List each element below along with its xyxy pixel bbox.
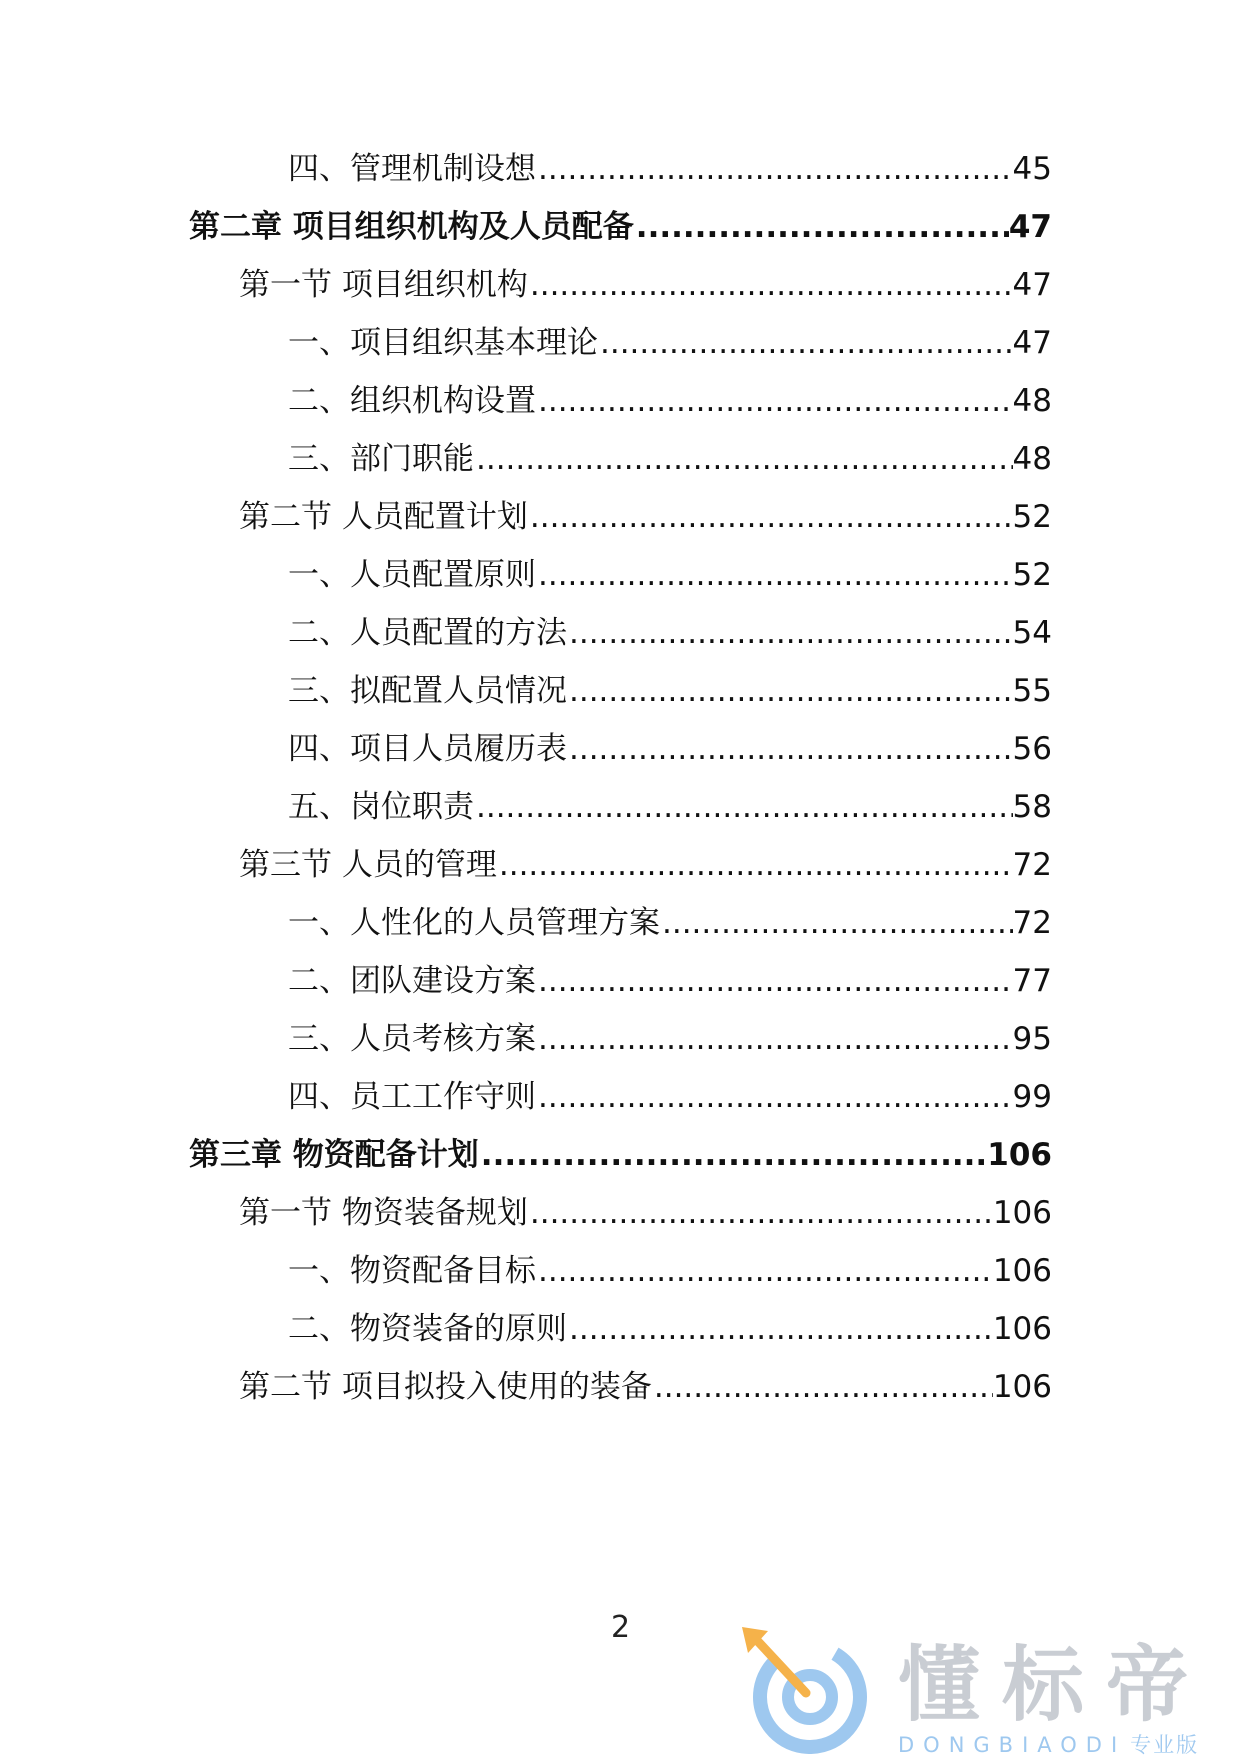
toc-entry-title: 四、管理机制设想 [288,151,536,187]
toc-entry[interactable] [288,898,1052,948]
toc-entry[interactable] [288,666,1052,716]
toc-entry-page: 77 [1012,963,1052,999]
toc-entry-page: 45 [1012,151,1052,187]
toc-entry-title: 五、岗位职责 [288,789,474,825]
toc-leader-dots [536,1246,993,1296]
toc-leader-dots [536,550,1013,600]
toc-entry-page: 47 [1012,267,1052,303]
toc-leader-dots [497,840,1013,890]
toc-leader-dots [536,144,1013,194]
toc-entry-page: 48 [1012,383,1052,419]
toc-leader-dots [528,260,1013,310]
toc-entry-page: 52 [1012,499,1052,535]
toc-entry-page: 72 [1012,905,1052,941]
toc-leader-dots [567,1304,993,1354]
toc-entry-page: 99 [1012,1079,1052,1115]
toc-entry-page: 58 [1012,789,1052,825]
toc-leader-dots [528,492,1013,542]
toc-chapter-entry[interactable] [189,1130,1052,1180]
toc-entry[interactable] [288,550,1052,600]
toc-entry-title: 二、组织机构设置 [288,383,536,419]
target-arrow-icon [738,1625,878,1754]
watermark-edition: 专业版 [1130,1733,1200,1757]
toc-section-entry[interactable] [239,1188,1052,1238]
toc-entry-title: 三、部门职能 [288,441,474,477]
toc-entry-title: 二、物资装备的原则 [288,1311,567,1347]
page-number: 2 [610,1610,631,1645]
toc-entry-page: 106 [992,1195,1052,1231]
toc-entry-page: 106 [992,1369,1052,1405]
toc-entry-title: 第三章 物资配备计划 [189,1137,479,1173]
toc-leader-dots [634,202,1009,252]
toc-entry-page: 54 [1012,615,1052,651]
watermark-latin-name: DONGBIAODI [898,1733,1127,1757]
toc-entry-title: 第二节 项目拟投入使用的装备 [239,1369,652,1405]
toc-entry-title: 第二章 项目组织机构及人员配备 [189,209,634,245]
toc-entry[interactable] [288,376,1052,426]
toc-entry[interactable] [288,1014,1052,1064]
toc-entry-page: 47 [1008,209,1052,245]
toc-entry-title: 四、员工工作守则 [288,1079,536,1115]
toc-entry[interactable] [288,434,1052,484]
toc-entry-title: 第一节 项目组织机构 [239,267,528,303]
toc-section-entry[interactable] [239,840,1052,890]
toc-entry[interactable] [288,1072,1052,1122]
toc-entry-title: 四、项目人员履历表 [288,731,567,767]
toc-entry-title: 二、团队建设方案 [288,963,536,999]
toc-leader-dots [536,1072,1013,1122]
toc-entry[interactable] [288,1246,1052,1296]
toc-entry-title: 三、拟配置人员情况 [288,673,567,709]
toc-entry[interactable] [288,144,1052,194]
toc-section-entry[interactable] [239,1362,1052,1412]
toc-entry-title: 第一节 物资装备规划 [239,1195,528,1231]
toc-entry-title: 一、项目组织基本理论 [288,325,598,361]
toc-entry-page: 106 [987,1137,1052,1173]
toc-leader-dots [567,666,1013,716]
toc-entry-page: 48 [1012,441,1052,477]
toc-leader-dots [536,1014,1013,1064]
watermark-brand-text: 懂标帝 [898,1638,1211,1733]
toc-leader-dots [536,376,1013,426]
toc-entry-page: 72 [1012,847,1052,883]
toc-entry-title: 一、物资配备目标 [288,1253,536,1289]
toc-leader-dots [536,956,1013,1006]
toc-entry[interactable] [288,318,1052,368]
toc-entry-page: 106 [992,1311,1052,1347]
toc-entry-page: 47 [1012,325,1052,361]
toc-entry-page: 95 [1012,1021,1052,1057]
toc-entry-page: 55 [1012,673,1052,709]
toc-entry-title: 第二节 人员配置计划 [239,499,528,535]
toc-entry-page: 56 [1012,731,1052,767]
toc-chapter-entry[interactable] [189,202,1052,252]
toc-entry-title: 一、人员配置原则 [288,557,536,593]
toc-section-entry[interactable] [239,260,1052,310]
toc-entry[interactable] [288,724,1052,774]
toc-entry[interactable] [288,782,1052,832]
toc-entry-page: 52 [1012,557,1052,593]
toc-entry-title: 第三节 人员的管理 [239,847,497,883]
toc-section-entry[interactable] [239,492,1052,542]
toc-leader-dots [567,724,1013,774]
toc-entry[interactable] [288,1304,1052,1354]
toc-leader-dots [528,1188,993,1238]
toc-leader-dots [652,1362,993,1412]
toc-entry[interactable] [288,608,1052,658]
toc-entry-title: 三、人员考核方案 [288,1021,536,1057]
toc-entry-title: 一、人性化的人员管理方案 [288,905,660,941]
toc-leader-dots [567,608,1013,658]
toc-entry-title: 二、人员配置的方法 [288,615,567,651]
watermark-subtitle [898,1729,1199,1759]
toc-entry-page: 106 [992,1253,1052,1289]
toc-leader-dots [660,898,1013,948]
toc-leader-dots [474,782,1013,832]
toc-leader-dots [479,1130,987,1180]
toc-leader-dots [474,434,1013,484]
toc-leader-dots [598,318,1013,368]
watermark-logo [738,1625,1241,1757]
toc-entry[interactable] [288,956,1052,1006]
